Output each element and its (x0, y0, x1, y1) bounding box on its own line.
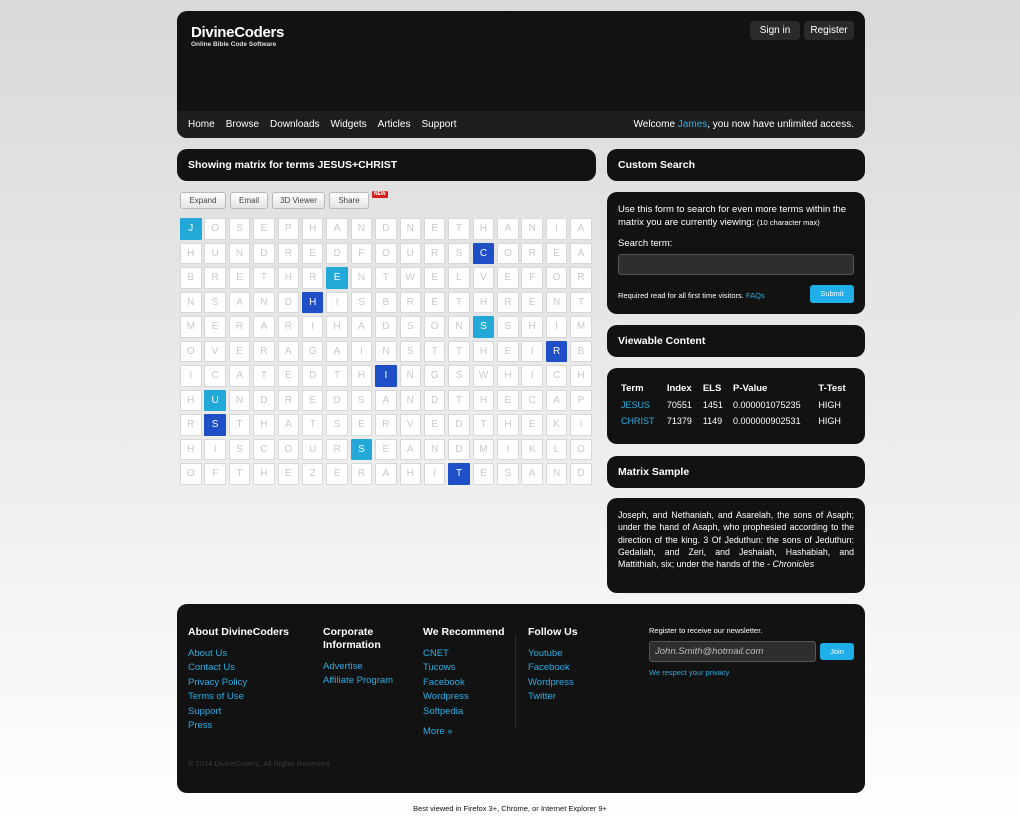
letter-cell[interactable]: N (351, 218, 373, 240)
footer-link-youtube[interactable]: Youtube (528, 648, 563, 659)
letter-cell[interactable]: S (448, 243, 470, 265)
footer-link-contact-us[interactable]: Contact Us (188, 662, 235, 674)
terms-table (618, 380, 854, 429)
letter-cell[interactable]: N (424, 439, 446, 461)
letter-cell[interactable]: C (253, 439, 275, 461)
term-link[interactable]: CHRIST (621, 416, 655, 426)
letter-cell[interactable]: U (400, 243, 422, 265)
matrix-title: Showing matrix for terms JESUS+CHRIST (177, 149, 596, 181)
header-p-value: P-Value (733, 383, 768, 394)
letter-cell[interactable]: I (302, 316, 324, 338)
letter-cell[interactable]: R (497, 292, 519, 314)
letter-cell[interactable]: R (253, 341, 275, 363)
letter-cell[interactable]: O (570, 439, 592, 461)
letter-cell[interactable]: S (448, 365, 470, 387)
letter-cell[interactable]: N (546, 292, 568, 314)
letter-cell[interactable]: D (570, 463, 592, 485)
highlighted-letter-cell[interactable]: C (473, 243, 495, 265)
search-description (618, 203, 854, 229)
letter-cell[interactable]: E (521, 414, 543, 436)
nav-support[interactable]: Support (421, 119, 457, 130)
letter-cell[interactable]: S (497, 463, 519, 485)
letter-cell[interactable]: N (351, 267, 373, 289)
letter-cell[interactable]: C (204, 365, 226, 387)
letter-cell[interactable]: C (546, 365, 568, 387)
letter-cell[interactable]: D (424, 390, 446, 412)
letter-cell[interactable]: A (546, 390, 568, 412)
letter-cell[interactable]: H (497, 365, 519, 387)
letter-cell[interactable]: I (521, 341, 543, 363)
first-time-note (618, 291, 765, 300)
letter-cell[interactable]: E (424, 218, 446, 240)
letter-cell[interactable]: R (204, 267, 226, 289)
letter-cell[interactable]: V (204, 341, 226, 363)
footer-link-wordpress-follow[interactable]: Wordpress (528, 676, 574, 688)
table-header-row (618, 380, 854, 397)
letter-cell[interactable]: H (521, 316, 543, 338)
3d-viewer-button[interactable]: 3D Viewer (272, 192, 325, 209)
letter-cell[interactable]: D (326, 243, 348, 265)
sample-text: Joseph, and Nethaniah, and Asarelah, the sons of Asaph; under the hand of Asaph, who prophesied according to the direction of the king. 3 Of Jeduthun: the sons of Jeduthun: Gedaliah, and Zeri, and Jeshaiah, Hashabiah, and Mattithiah, six; under the hands of the - (618, 510, 854, 570)
letter-cell[interactable]: H (253, 463, 275, 485)
letter-cell[interactable]: H (497, 414, 519, 436)
expand-button[interactable]: Expand (180, 192, 226, 209)
letter-cell[interactable]: I (351, 341, 373, 363)
letter-cell[interactable]: P (570, 390, 592, 412)
viewable-content-title: Viewable Content (607, 325, 865, 357)
letter-cell[interactable]: N (400, 390, 422, 412)
nav-home[interactable]: Home (188, 119, 215, 130)
highlighted-letter-cell[interactable]: E (326, 267, 348, 289)
letter-cell[interactable]: D (448, 414, 470, 436)
letter-cell[interactable]: N (400, 218, 422, 240)
footer-divider (515, 634, 516, 729)
letter-cell[interactable]: T (448, 390, 470, 412)
highlighted-letter-cell[interactable]: S (473, 316, 495, 338)
highlighted-letter-cell[interactable]: S (204, 414, 226, 436)
newsletter-join-button[interactable]: Join (820, 643, 854, 660)
letter-cell[interactable]: O (546, 267, 568, 289)
best-viewed-note: Best viewed in Firefox 3+, Chrome, or Internet Explorer 9+ (413, 804, 607, 813)
footer-about-column (188, 626, 289, 733)
letter-cell[interactable]: A (497, 218, 519, 240)
letter-matrix (180, 218, 592, 485)
letter-cell[interactable]: H (180, 439, 202, 461)
nav-browse[interactable]: Browse (225, 119, 260, 130)
letter-cell[interactable]: K (546, 414, 568, 436)
letter-cell[interactable]: M (473, 439, 495, 461)
letter-cell[interactable]: O (278, 439, 300, 461)
site-header (177, 11, 865, 138)
letter-cell[interactable]: E (375, 439, 397, 461)
footer-link-about-us[interactable]: About Us (188, 648, 228, 659)
letter-cell[interactable]: T (448, 292, 470, 314)
letter-cell[interactable]: L (546, 439, 568, 461)
footer-link-press[interactable]: Press (188, 720, 213, 732)
newsletter-label: Register to receive our newsletter. (649, 626, 763, 635)
letter-cell[interactable]: R (521, 243, 543, 265)
letter-cell[interactable]: A (278, 341, 300, 363)
letter-cell[interactable]: H (253, 414, 275, 436)
highlighted-letter-cell[interactable]: T (448, 463, 470, 485)
letter-cell[interactable]: E (424, 292, 446, 314)
letter-cell[interactable]: S (326, 414, 348, 436)
letter-cell[interactable]: H (180, 243, 202, 265)
letter-cell[interactable]: E (204, 316, 226, 338)
footer-link-facebook-follow[interactable]: Facebook (528, 662, 570, 674)
letter-cell[interactable]: W (473, 365, 495, 387)
letter-cell[interactable]: V (400, 414, 422, 436)
letter-cell[interactable]: O (180, 463, 202, 485)
letter-cell[interactable]: T (253, 365, 275, 387)
letter-cell[interactable]: N (400, 365, 422, 387)
letter-cell[interactable]: N (229, 243, 251, 265)
footer-more-link[interactable]: More » (423, 726, 453, 738)
letter-cell[interactable]: E (278, 463, 300, 485)
footer-about-heading: About DivineCoders (188, 626, 289, 638)
matrix-sample-panel (607, 498, 865, 593)
footer-link-support[interactable]: Support (188, 705, 222, 717)
letter-cell[interactable]: N (521, 218, 543, 240)
letter-cell[interactable]: A (400, 439, 422, 461)
highlighted-letter-cell[interactable]: U (204, 390, 226, 412)
letter-cell[interactable]: T (448, 341, 470, 363)
search-term-label: Search term: (618, 238, 673, 249)
letter-cell[interactable]: D (278, 292, 300, 314)
letter-cell[interactable]: G (424, 365, 446, 387)
max-chars-note: (10 character max) (756, 218, 820, 227)
footer-corporate-heading: Corporate Information (323, 626, 381, 651)
email-button[interactable]: Email (230, 192, 268, 209)
search-description-text: Use this form to search for even more terms within the matrix you are currently viewing: (618, 204, 847, 228)
letter-cell[interactable]: S (400, 341, 422, 363)
letter-cell[interactable]: H (473, 390, 495, 412)
letter-cell[interactable]: D (326, 390, 348, 412)
custom-search-title: Custom Search (607, 149, 865, 181)
letter-cell[interactable]: H (326, 316, 348, 338)
letter-cell[interactable]: O (497, 243, 519, 265)
letter-cell[interactable]: R (229, 316, 251, 338)
p-value-cell: 0.000001075235 (733, 400, 801, 410)
t-test-cell: HIGH (818, 416, 841, 426)
letter-cell[interactable]: S (351, 292, 373, 314)
letter-cell[interactable]: A (229, 365, 251, 387)
header-t-test: T-Test (818, 383, 846, 394)
letter-cell[interactable]: A (375, 463, 397, 485)
letter-cell[interactable]: H (473, 341, 495, 363)
letter-cell[interactable]: Z (302, 463, 324, 485)
letter-cell[interactable]: S (497, 316, 519, 338)
letter-cell[interactable]: E (497, 267, 519, 289)
letter-cell[interactable]: E (229, 267, 251, 289)
register-button[interactable]: Register (804, 21, 854, 40)
user-name-link[interactable]: James (677, 119, 708, 130)
copyright: © 2014 DivineCoders, All Rights Reserved (188, 759, 330, 768)
letter-cell[interactable]: H (473, 292, 495, 314)
letter-cell[interactable]: H (351, 365, 373, 387)
letter-cell[interactable]: H (278, 267, 300, 289)
letter-cell[interactable]: R (302, 267, 324, 289)
header-els: ELS (702, 383, 722, 394)
letter-cell[interactable]: O (424, 316, 446, 338)
letter-cell[interactable]: W (400, 267, 422, 289)
footer-link-cnet[interactable]: CNET (423, 648, 449, 659)
letter-cell[interactable]: I (326, 292, 348, 314)
nav-bar (177, 111, 865, 138)
letter-cell[interactable]: T (229, 463, 251, 485)
letter-cell[interactable]: B (570, 341, 592, 363)
letter-cell[interactable]: A (521, 463, 543, 485)
letter-cell[interactable]: I (180, 365, 202, 387)
letter-cell[interactable]: N (229, 390, 251, 412)
share-button[interactable]: Share (329, 192, 369, 209)
sample-book: Chronicles (772, 559, 815, 570)
letter-cell[interactable]: A (326, 218, 348, 240)
letter-cell[interactable]: E (326, 463, 348, 485)
letter-cell[interactable]: G (302, 341, 324, 363)
welcome-suffix: , you now have unlimited access. (707, 119, 854, 130)
letter-cell[interactable]: E (497, 341, 519, 363)
letter-cell[interactable]: D (253, 243, 275, 265)
footer-link-privacy-policy[interactable]: Privacy Policy (188, 676, 248, 688)
letter-cell[interactable]: E (546, 243, 568, 265)
letter-cell[interactable]: E (497, 390, 519, 412)
letter-cell[interactable]: E (521, 292, 543, 314)
letter-cell[interactable]: T (473, 414, 495, 436)
letter-cell[interactable]: T (302, 414, 324, 436)
search-term-input[interactable] (618, 254, 854, 275)
letter-cell[interactable]: E (424, 414, 446, 436)
header-index: Index (666, 383, 692, 394)
letter-cell[interactable]: D (375, 316, 397, 338)
letter-cell[interactable]: H (302, 218, 324, 240)
welcome-message (634, 111, 854, 138)
letter-cell[interactable]: R (375, 414, 397, 436)
footer-link-tucows[interactable]: Tucows (423, 662, 456, 674)
index-cell: 70551 (666, 400, 692, 410)
letter-cell[interactable]: B (180, 267, 202, 289)
logo-subtitle: Online Bible Code Software (191, 41, 277, 48)
site-footer (177, 604, 865, 793)
table-row (618, 413, 854, 429)
letter-cell[interactable]: I (521, 365, 543, 387)
letter-cell[interactable]: N (375, 341, 397, 363)
letter-cell[interactable]: S (400, 316, 422, 338)
letter-cell[interactable]: I (570, 414, 592, 436)
letter-cell[interactable]: A (570, 243, 592, 265)
letter-cell[interactable]: U (302, 439, 324, 461)
nav-articles[interactable]: Articles (377, 119, 411, 130)
letter-cell[interactable]: F (204, 463, 226, 485)
letter-cell[interactable]: I (546, 218, 568, 240)
first-time-note-text: Required read for all first time visitors. (618, 291, 746, 300)
logo[interactable] (191, 24, 284, 48)
letter-cell[interactable]: I (497, 439, 519, 461)
letter-cell[interactable]: M (570, 316, 592, 338)
letter-cell[interactable]: T (570, 292, 592, 314)
newsletter-email-input[interactable]: John.Smith@hotmail.com (649, 641, 816, 662)
letter-cell[interactable]: O (204, 218, 226, 240)
letter-cell[interactable]: R (278, 390, 300, 412)
letter-cell[interactable]: A (278, 414, 300, 436)
footer-corporate-column (323, 626, 413, 689)
letter-cell[interactable]: R (570, 267, 592, 289)
privacy-link[interactable]: We respect your privacy (649, 668, 730, 677)
letter-cell[interactable]: R (278, 243, 300, 265)
new-badge: NEW (374, 191, 386, 197)
letter-cell[interactable]: R (351, 463, 373, 485)
footer-link-advertise[interactable]: Advertise (323, 661, 363, 672)
custom-search-panel (607, 192, 865, 314)
viewable-content-panel (607, 368, 865, 444)
letter-cell[interactable]: R (326, 439, 348, 461)
letter-cell[interactable]: T (253, 267, 275, 289)
letter-cell[interactable]: F (351, 243, 373, 265)
letter-cell[interactable]: K (521, 439, 543, 461)
letter-cell[interactable]: O (375, 243, 397, 265)
letter-cell[interactable]: H (473, 218, 495, 240)
els-cell: 1149 (702, 416, 723, 426)
logo-title: DivineCoders (191, 24, 285, 41)
letter-cell[interactable]: B (375, 292, 397, 314)
letter-cell[interactable]: E (253, 218, 275, 240)
letter-cell[interactable]: I (424, 463, 446, 485)
footer-follow-column (528, 626, 578, 705)
letter-cell[interactable]: M (180, 316, 202, 338)
letter-cell[interactable]: E (473, 463, 495, 485)
footer-link-affiliate-program[interactable]: Affiliate Program (323, 675, 394, 687)
letter-cell[interactable]: E (351, 414, 373, 436)
footer-link-terms-of-use[interactable]: Terms of Use (188, 691, 244, 703)
welcome-prefix: Welcome (633, 119, 678, 130)
letter-cell[interactable]: U (204, 243, 226, 265)
els-cell: 1451 (702, 400, 723, 410)
matrix-sample-title: Matrix Sample (607, 456, 865, 488)
letter-cell[interactable]: D (302, 365, 324, 387)
letter-cell[interactable]: T (424, 341, 446, 363)
main-nav (188, 111, 467, 138)
footer-link-facebook[interactable]: Facebook (423, 676, 465, 688)
letter-cell[interactable]: S (204, 292, 226, 314)
letter-cell[interactable]: E (302, 390, 324, 412)
letter-cell[interactable]: N (448, 316, 470, 338)
letter-cell[interactable]: T (375, 267, 397, 289)
letter-cell[interactable]: N (180, 292, 202, 314)
letter-cell[interactable]: H (400, 463, 422, 485)
footer-follow-heading: Follow Us (528, 626, 578, 638)
letter-cell[interactable]: F (521, 267, 543, 289)
letter-cell[interactable]: S (351, 390, 373, 412)
letter-cell[interactable]: T (448, 218, 470, 240)
letter-cell[interactable]: I (204, 439, 226, 461)
letter-cell[interactable]: A (253, 316, 275, 338)
letter-cell[interactable]: O (180, 341, 202, 363)
letter-cell[interactable]: A (229, 292, 251, 314)
letter-cell[interactable]: R (424, 243, 446, 265)
letter-cell[interactable]: L (448, 267, 470, 289)
letter-cell[interactable]: D (375, 218, 397, 240)
faq-link[interactable]: FAQs (745, 291, 765, 300)
letter-cell[interactable]: P (278, 218, 300, 240)
table-row (618, 397, 854, 413)
letter-cell[interactable]: T (229, 414, 251, 436)
letter-cell[interactable]: H (570, 365, 592, 387)
highlighted-letter-cell[interactable]: J (180, 218, 202, 240)
letter-cell[interactable]: D (253, 390, 275, 412)
letter-cell[interactable]: E (278, 365, 300, 387)
letter-cell[interactable]: H (180, 390, 202, 412)
highlighted-letter-cell[interactable]: S (351, 439, 373, 461)
footer-link-wordpress[interactable]: Wordpress (423, 691, 469, 703)
letter-cell[interactable]: A (326, 341, 348, 363)
highlighted-letter-cell[interactable]: R (546, 341, 568, 363)
letter-cell[interactable]: R (278, 316, 300, 338)
nav-downloads[interactable]: Downloads (270, 119, 320, 130)
letter-cell[interactable]: N (253, 292, 275, 314)
letter-cell[interactable]: A (375, 390, 397, 412)
letter-cell[interactable]: E (302, 243, 324, 265)
footer-recommend-column (423, 626, 505, 739)
p-value-cell: 0.000000902531 (733, 416, 801, 426)
term-link[interactable]: JESUS (621, 400, 651, 410)
letter-cell[interactable]: R (400, 292, 422, 314)
footer-link-softpedia[interactable]: Softpedia (423, 705, 464, 717)
letter-cell[interactable]: D (448, 439, 470, 461)
letter-cell[interactable]: S (229, 439, 251, 461)
letter-cell[interactable]: E (229, 341, 251, 363)
letter-cell[interactable]: A (351, 316, 373, 338)
letter-cell[interactable]: E (424, 267, 446, 289)
submit-button[interactable]: Submit (810, 285, 854, 303)
highlighted-letter-cell[interactable]: H (302, 292, 324, 314)
letter-cell[interactable]: R (180, 414, 202, 436)
index-cell: 71379 (666, 416, 692, 426)
letter-cell[interactable]: S (229, 218, 251, 240)
nav-widgets[interactable]: Widgets (330, 119, 367, 130)
header-term: Term (621, 383, 644, 394)
t-test-cell: HIGH (818, 400, 841, 410)
footer-link-twitter[interactable]: Twitter (528, 691, 556, 703)
letter-cell[interactable]: V (473, 267, 495, 289)
letter-cell[interactable]: A (570, 218, 592, 240)
highlighted-letter-cell[interactable]: I (375, 365, 397, 387)
footer-recommend-heading: We Recommend (423, 626, 505, 638)
letter-cell[interactable]: T (326, 365, 348, 387)
letter-cell[interactable]: N (546, 463, 568, 485)
sign-in-button[interactable]: Sign in (750, 21, 800, 40)
letter-cell[interactable]: I (546, 316, 568, 338)
letter-cell[interactable]: C (521, 390, 543, 412)
